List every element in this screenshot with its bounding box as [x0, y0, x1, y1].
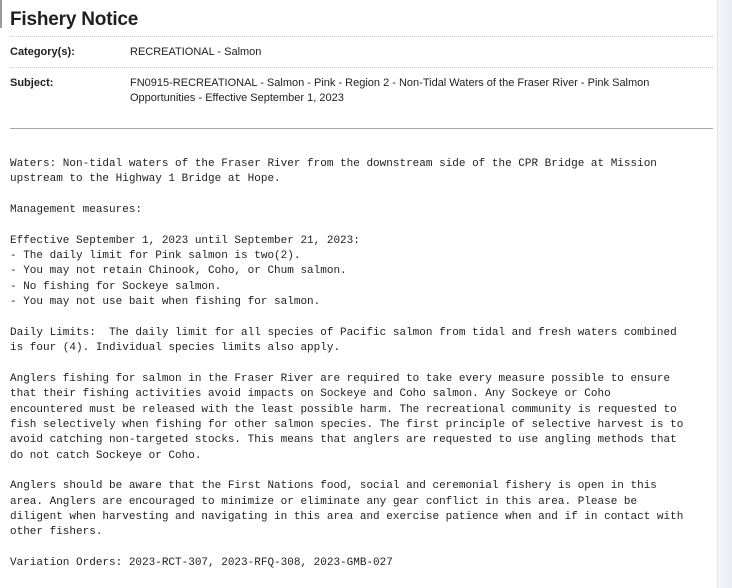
variation-orders: Variation Orders: 2023-RCT-307, 2023-RFQ-308, 2023-GMB-027 [10, 556, 393, 569]
header-rule [10, 128, 713, 129]
category-divider [10, 67, 713, 68]
subject-line-2: Opportunities - Effective September 1, 2023 [130, 92, 344, 104]
waters-paragraph: Waters: Non-tidal waters of the Fraser River from the downstream side of the CPR Bridge at Mission upstream to the Highway 1 Bridge at Hope. [10, 158, 657, 186]
measures-list: Effective September 1, 2023 until September 21, 2023: - The daily limit for Pink salmon is two(2). - You may not retain Chinook, Coho, or Chum salmon. - No fishing for Sockeye salmon. - You may not use bait when fishing for salmon. [10, 234, 360, 309]
management-heading: Management measures: [10, 204, 143, 217]
scrollbar-track[interactable] [717, 0, 732, 588]
subject-label: Subject: [10, 77, 54, 89]
title-divider [10, 36, 713, 37]
window-edge [0, 0, 2, 28]
subject-line-1: FN0915-RECREATIONAL - Salmon - Pink - Region 2 - Non-Tidal Waters of the Fraser River - Pink Salmon [130, 77, 650, 89]
anglers-aware-paragraph: Anglers should be aware that the First Nations food, social and ceremonial fishery is open in this area. Anglers are encouraged to minimize or eliminate any gear conflict in this area. Please be diligent when harvesting and navigating in this area and exercise patience when and if in contact with other fishers. [10, 480, 684, 539]
page-title: Fishery Notice [10, 9, 139, 30]
category-value: RECREATIONAL - Salmon [130, 46, 262, 58]
daily-limits-paragraph: Daily Limits: The daily limit for all species of Pacific salmon from tidal and fresh waters combined is four (4). Individual species limits also apply. [10, 326, 677, 355]
category-label: Category(s): [10, 46, 75, 58]
anglers-salmon-paragraph: Anglers fishing for salmon in the Fraser River are required to take every measure possible to ensure that their fishing activities avoid impacts on Sockeye and Coho salmon. Any Sockeye or Coho encountered must be released with the least possible harm. The recreational community is requested to fish selectively when fishing for other salmon species. The first principle of selective harvest is to avoid catching non-targeted stocks. This means that anglers are requested to use angling methods that do not catch Sockeye or Coho. [10, 372, 684, 462]
notice-body [10, 157, 722, 571]
subject-value [130, 76, 710, 106]
